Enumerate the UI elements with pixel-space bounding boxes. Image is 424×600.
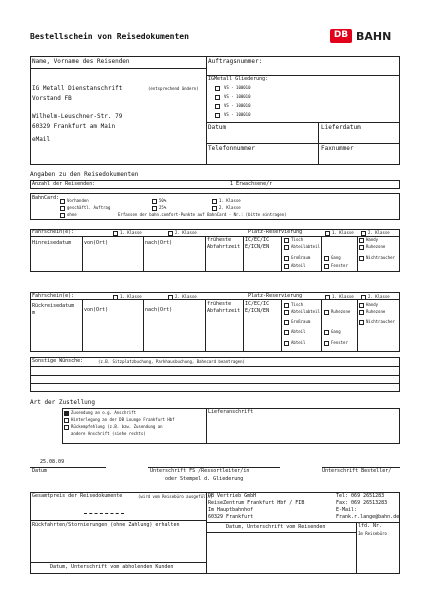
agency-line2: ReiseZentrum Frankfurt Hbf / FIB bbox=[208, 500, 305, 506]
frueh-label: früheste bbox=[207, 237, 232, 243]
von-label: von(Ort) bbox=[84, 307, 109, 313]
platz-label: Platz-Reservierung bbox=[248, 293, 303, 299]
opt-checkbox[interactable] bbox=[359, 245, 364, 250]
frueh-label: früheste bbox=[207, 301, 232, 307]
ice-label: E/ICN/EN bbox=[245, 308, 270, 314]
bc-checkbox[interactable] bbox=[60, 206, 65, 211]
platz-klasse1-checkbox[interactable] bbox=[325, 231, 330, 236]
opt-label: Abteilabteil bbox=[291, 309, 320, 314]
abfahrt-label: Abfahrtzeit bbox=[207, 244, 241, 250]
opt-checkbox[interactable] bbox=[324, 256, 329, 261]
opt-checkbox[interactable] bbox=[284, 264, 289, 269]
signature-date: 25.08.09 bbox=[40, 459, 65, 465]
gesamt-label: Gesamtpreis der Reisedokumente bbox=[32, 493, 123, 499]
agency-email: Frank.r.lange@bahn.de bbox=[336, 514, 400, 520]
lieferanschrift-label: Lieferanschrift bbox=[208, 409, 254, 415]
klasse1-checkbox[interactable] bbox=[113, 295, 118, 300]
opt-checkbox[interactable] bbox=[359, 320, 364, 325]
street: Wilhelm-Leuschner-Str. 79 bbox=[32, 113, 123, 120]
klasse2-label: 2. Klasse bbox=[175, 230, 197, 235]
ice-label: E/ICN/EN bbox=[245, 244, 270, 250]
gliederung-item: VS - 100010 bbox=[224, 94, 251, 99]
opt-checkbox[interactable] bbox=[284, 320, 289, 325]
zustellung-option: andere Anschrift (siehe rechts) bbox=[71, 431, 146, 436]
rueck-label: Rückfahrten/Stornierungen (ohne Zahlung) erhalten bbox=[32, 522, 180, 528]
org-note: (entsprechend ändern) bbox=[148, 86, 199, 91]
opt-checkbox[interactable] bbox=[284, 238, 289, 243]
opt-label: Gang bbox=[331, 255, 341, 260]
org-line1: IG Metall Dienstanschrift bbox=[32, 85, 123, 92]
gliederung-checkbox[interactable] bbox=[215, 95, 220, 100]
agency-line3: Im Hauptbahnhof bbox=[208, 507, 254, 513]
email-field[interactable] bbox=[54, 134, 204, 144]
bc-checkbox[interactable] bbox=[212, 199, 217, 204]
abfahrt-label: Abfahrtzeit bbox=[207, 308, 241, 314]
platz-klasse1-label: 1. Klasse bbox=[332, 230, 354, 235]
klasse1-label: 1. Klasse bbox=[120, 294, 142, 299]
fahrschein-label: Fahrschein(e): bbox=[32, 293, 75, 299]
rueckreise-label: Rückreisedatum bbox=[32, 303, 75, 309]
org-line2: Vorstand FB bbox=[32, 95, 72, 102]
lfd-label: lfd. Nr. bbox=[358, 523, 383, 529]
opt-label: Tisch bbox=[291, 237, 304, 242]
unterschrift-label: Unterschrift FS /Ressortleiter/in bbox=[150, 468, 250, 474]
gliederung-checkbox[interactable] bbox=[215, 86, 220, 91]
gliederung-checkbox[interactable] bbox=[215, 113, 220, 118]
datum-label: Datum bbox=[32, 468, 48, 474]
opt-label: Ruhezone bbox=[331, 309, 351, 314]
opt-label: Fenster bbox=[331, 340, 348, 345]
opt-checkbox[interactable] bbox=[324, 264, 329, 269]
city: 60329 Frankfurt am Main bbox=[32, 123, 116, 130]
zustellung-option: Rückempfehlung (z.B. bzw. Zusendung an bbox=[71, 424, 163, 429]
opt-checkbox[interactable] bbox=[284, 330, 289, 335]
klasse1-checkbox[interactable] bbox=[113, 231, 118, 236]
platz-klasse2-label: 2. Klasse bbox=[368, 230, 390, 235]
ic-label: IC/EC/IC bbox=[245, 237, 270, 243]
gliederung-item: VS - 100010 bbox=[224, 103, 251, 108]
telefon-label: Telefonnummer bbox=[208, 145, 255, 152]
opt-label: Ruhezone bbox=[366, 244, 386, 249]
bc-option: Vorhanden bbox=[67, 198, 89, 203]
gliederung-checkbox[interactable] bbox=[215, 104, 220, 109]
db-logo-icon: DB bbox=[330, 29, 352, 43]
gliederung-label: IGMetall Gliederung: bbox=[208, 76, 269, 82]
kunde-label: Datum, Unterschrift vom abholenden Kunden bbox=[50, 564, 174, 570]
opt-checkbox[interactable] bbox=[324, 330, 329, 335]
agency-line4: 60329 Frankfurt bbox=[208, 514, 254, 520]
bahncard-label: BahnCard: bbox=[32, 195, 60, 201]
opt-label: Gang bbox=[331, 329, 341, 334]
wuensche-note: (z.B. Sitzplatzbuchung, Parkhausbuchung, Bahncard beantragen) bbox=[98, 359, 245, 364]
agency-fax: Fax: 069 26513283 bbox=[336, 500, 388, 506]
opt-checkbox[interactable] bbox=[359, 303, 364, 308]
page-title: Bestellschein von Reisedokumenten bbox=[30, 32, 189, 41]
rueckreise-label-2: m bbox=[32, 310, 36, 316]
anzahl-label: Anzahl der Reisenden: bbox=[32, 181, 96, 187]
opt-label: Großraum bbox=[291, 319, 311, 324]
zustellung-title: Art der Zustellung bbox=[30, 399, 96, 406]
opt-label: Fenster bbox=[331, 263, 348, 268]
opt-checkbox[interactable] bbox=[324, 310, 329, 315]
opt-checkbox[interactable] bbox=[284, 245, 289, 250]
opt-label: Ruhezone bbox=[366, 309, 386, 314]
ic-label: IC/EC/IC bbox=[245, 301, 270, 307]
platz-klasse1-label: 1. Klasse bbox=[332, 294, 354, 299]
fahrschein-label: Fahrschein(e): bbox=[32, 229, 75, 235]
besteller-label: Unterschrift Besteller/ bbox=[322, 468, 392, 474]
bc-checkbox[interactable] bbox=[60, 213, 65, 218]
zustellung-checkbox[interactable] bbox=[64, 411, 69, 416]
zustellung-option: Hinterlegung an der DB Lounge Frankfurt Hbf bbox=[71, 417, 175, 422]
zustellung-option: Zusendung an o.g. Anschrift bbox=[71, 410, 137, 415]
gliederung-item: VS - 100010 bbox=[224, 85, 251, 90]
datum-unterschrift-label: Datum, Unterschrift vom Reisenden bbox=[226, 524, 326, 530]
klasse1-label: 1. Klasse bbox=[120, 230, 142, 235]
opt-checkbox[interactable] bbox=[359, 256, 364, 261]
bc-option: 25% bbox=[159, 205, 167, 210]
name-field[interactable] bbox=[30, 68, 206, 84]
opt-label: Abteil bbox=[291, 329, 306, 334]
brand-name: BAHN bbox=[356, 30, 392, 43]
wuensche-label: Sonstige Wünsche: bbox=[32, 358, 84, 364]
opt-checkbox[interactable] bbox=[284, 256, 289, 261]
opt-checkbox[interactable] bbox=[359, 310, 364, 315]
platz-klasse2-label: 2. Klasse bbox=[368, 294, 390, 299]
bc-checkbox[interactable] bbox=[152, 199, 157, 204]
opt-label: Handy bbox=[366, 237, 379, 242]
opt-label: Abteil bbox=[291, 340, 306, 345]
lfd-note: Im Reisebüro bbox=[358, 531, 387, 536]
datum-label: Datum bbox=[208, 124, 227, 131]
name-label: Name, Vorname des Reisenden bbox=[32, 58, 130, 65]
opt-checkbox[interactable] bbox=[284, 310, 289, 315]
bc-option: geschäftl. Auftrag bbox=[67, 205, 111, 210]
opt-label: Großraum bbox=[291, 255, 311, 260]
bc-option: 2. Klasse bbox=[219, 205, 241, 210]
platz-klasse2-checkbox[interactable] bbox=[361, 295, 366, 300]
bc-checkbox[interactable] bbox=[152, 206, 157, 211]
bc-option: ohne bbox=[67, 212, 77, 217]
bc-option: 1. Klasse bbox=[219, 198, 241, 203]
auftrag-label: Auftragsnummer: bbox=[208, 58, 263, 65]
opt-label: Handy bbox=[366, 302, 379, 307]
gliederung-item: VS - 100010 bbox=[224, 112, 251, 117]
bc-checkbox[interactable] bbox=[60, 199, 65, 204]
opt-label: Nichtraucher bbox=[366, 319, 395, 324]
klasse2-label: 2. Klasse bbox=[175, 294, 197, 299]
klasse2-checkbox[interactable] bbox=[168, 295, 173, 300]
opt-checkbox[interactable] bbox=[284, 303, 289, 308]
zustellung-checkbox[interactable] bbox=[64, 418, 69, 423]
anzahl-value: 1 Erwachsene/r bbox=[230, 181, 273, 187]
opt-label: Nichtraucher bbox=[366, 255, 395, 260]
klasse2-checkbox[interactable] bbox=[168, 231, 173, 236]
hinreise-label: Hinreisedatum bbox=[32, 240, 72, 246]
platz-klasse1-checkbox[interactable] bbox=[325, 295, 330, 300]
opt-checkbox[interactable] bbox=[359, 238, 364, 243]
opt-checkbox[interactable] bbox=[284, 341, 289, 346]
fax-label: Faxnummer bbox=[321, 145, 354, 152]
zustellung-checkbox[interactable] bbox=[64, 425, 69, 430]
bc-note: Erfassen der bahn.comfort-Punkte auf BahnCard - Nr.: (bitte eintragen) bbox=[118, 212, 287, 217]
opt-label: Tisch bbox=[291, 302, 304, 307]
bc-option: 50% bbox=[159, 198, 167, 203]
opt-label: Abteilabteil bbox=[291, 244, 320, 249]
bc-checkbox[interactable] bbox=[212, 206, 217, 211]
lieferdatum-label: Lieferdatum bbox=[321, 124, 361, 131]
platz-klasse2-checkbox[interactable] bbox=[361, 231, 366, 236]
unterschrift-label-2: oder Stempel d. Gliederung bbox=[165, 476, 244, 482]
agency-line1: DB Vertrieb GmbH bbox=[208, 493, 257, 499]
nach-label: nach(Ort) bbox=[145, 240, 173, 246]
platz-label: Platz-Reservierung bbox=[248, 229, 303, 235]
agency-email-label: E-Mail: bbox=[336, 507, 358, 513]
reise-section-title: Angaben zu den Reisedokumenten bbox=[30, 171, 139, 178]
agency-tel: Tel: 069 2651283 bbox=[336, 493, 385, 499]
von-label: von(Ort) bbox=[84, 240, 109, 246]
opt-checkbox[interactable] bbox=[324, 341, 329, 346]
nach-label: nach(Ort) bbox=[145, 307, 173, 313]
gesamt-note: (wird vom Reisebüro ausgefüllt) bbox=[138, 494, 213, 499]
opt-label: Abteil bbox=[291, 263, 306, 268]
email-label: eMail bbox=[32, 136, 51, 143]
